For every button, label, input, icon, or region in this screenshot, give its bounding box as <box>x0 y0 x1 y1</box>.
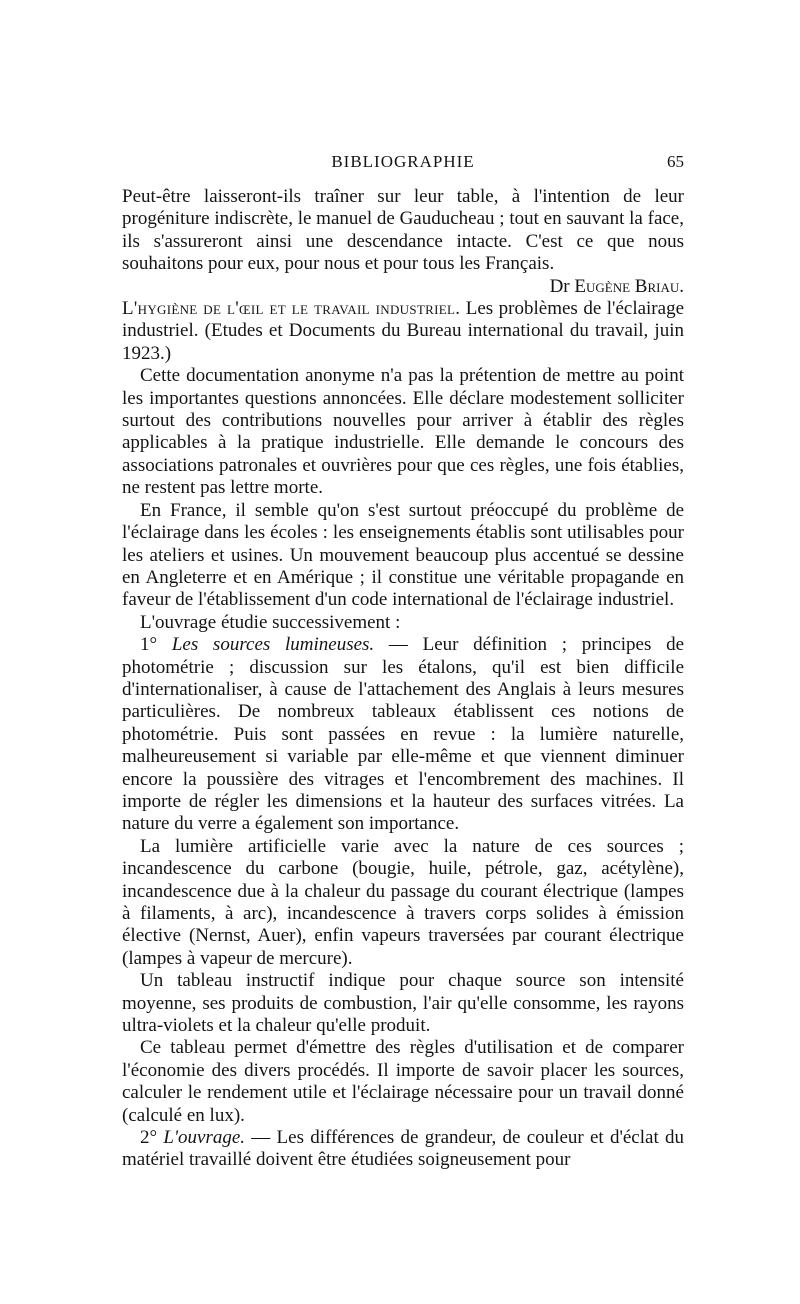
review-notice <box>122 298 684 365</box>
section-1-text: — Leur définition ; principes de photométrie ; discussion sur les étalons, qu'il est bien difficile d'internationaliser, à cause de l'attachement des Anglais à leurs mesures particulières. De nombreux tableaux établissent ces notions de photométrie. Puis sont passées en revue : la lumière naturelle, malheureusement si variable par elle-même et que viennent diminuer encore la poussière des vitrages et l'encombrement des machines. Il importe de régler les dimensions et la hauteur des surfaces vitrées. La nature du verre a également son importance. <box>122 634 685 835</box>
review-subtitle: Les problèmes de l'éclairage industriel. (Etudes et Documents du Bureau international du travail, juin 1923.) <box>122 298 684 364</box>
section-1 <box>122 634 684 836</box>
page-number: 65 <box>667 152 684 171</box>
section-2-heading: L'ouvrage. <box>163 1127 246 1149</box>
section-2 <box>122 1127 684 1172</box>
paragraph: Ce tableau permet d'émettre des règles d'utilisation et de comparer l'économie des divers procédés. Il importe de savoir placer les sources, calculer le rendement utile et l'éclairage nécessaire pour un travail donné (calculé en lux). <box>122 1037 684 1126</box>
paragraph: Un tableau instructif indique pour chaque source son intensité moyenne, ses produits de combustion, l'air qu'elle consomme, les rayons ultra-violets et la chaleur qu'elle produit. <box>122 970 684 1037</box>
running-title: BIBLIOGRAPHIE <box>331 152 475 171</box>
paragraph: En France, il semble qu'on s'est surtout préoccupé du problème de l'éclairage dans les écoles : les enseignements établis sont utilisables pour les ateliers et usines. Un mouvement beaucoup plus accentué se dessine en Angleterre et en Amérique ; il constitue une véritable propagande en faveur de l'établissement d'un code international de l'éclairage industriel. <box>122 499 684 611</box>
paragraph: L'ouvrage étudie successivement : <box>140 611 401 633</box>
section-2-number: 2° <box>140 1127 158 1149</box>
paragraph: La lumière artificielle varie avec la nature de ces sources ; incandescence du carbone (bougie, huile, pétrole, gaz, acétylène), incandescence due à la chaleur du passage du courant électrique (lampes à filaments, à arc), incandescence à travers corps solides à émission élective (Nernst, Auer), enfin vapeurs traversées par courant électrique (lampes à vapeur de mercure). <box>122 835 684 969</box>
signature-name: Eugène Briau. <box>574 275 684 297</box>
paragraph: Cette documentation anonyme n'a pas la prétention de mettre au point les importantes questions annoncées. Elle déclare modestement solliciter surtout des contributions nouvelles pour arriver à établir des règles applicables à la pratique industrielle. Elle demande le concours des associations patronales et ouvrières pour que ces règles, une fois établies, ne restent pas lettre morte. <box>122 365 684 499</box>
section-2-text: — Les différences de grandeur, de couleur et d'éclat du matériel travaillé doivent être étudiées soigneusement pour <box>122 1127 684 1171</box>
review-title: L'hygiène de l'œil et le travail industriel. <box>122 298 461 320</box>
opening-paragraph: Peut-être laisseront-ils traîner sur leur table, à l'intention de leur progéniture indiscrète, le manuel de Gauducheau ; tout en sauvant la face, ils s'assureront ainsi une descendance intacte. C'est ce que nous souhaitons pour eux, pour nous et pour tous les Français. <box>122 186 684 275</box>
running-header <box>122 152 684 176</box>
section-1-heading: Les sources lumineuses. <box>171 634 375 656</box>
body-text <box>122 186 684 1172</box>
signature <box>122 276 684 298</box>
signature-prefix: Dr <box>549 275 570 297</box>
section-1-number: 1° <box>140 634 158 656</box>
